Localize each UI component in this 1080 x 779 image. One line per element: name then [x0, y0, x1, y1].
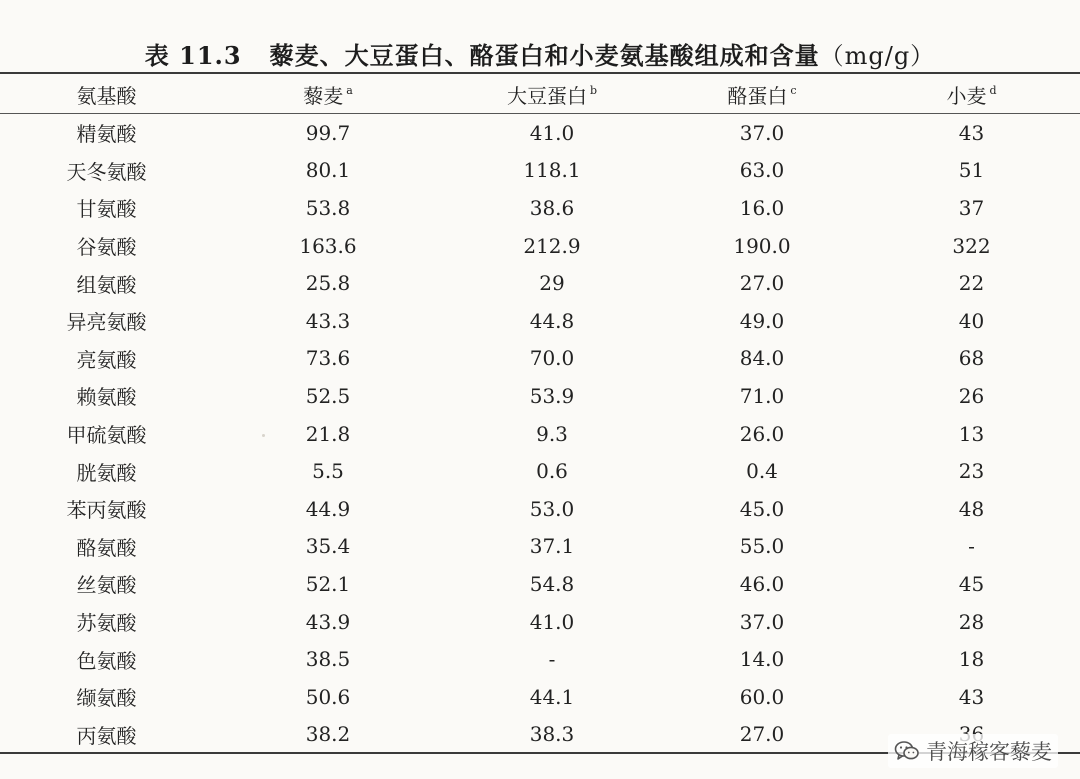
amino-acid-name: 谷氨酸 — [76, 235, 137, 260]
table-cell: 63.0 — [739, 158, 785, 183]
table-cell: 48 — [958, 496, 985, 521]
table-cell: 53.0 — [529, 496, 575, 521]
table-cell: 26.0 — [739, 421, 785, 446]
table-row — [0, 264, 1080, 302]
table-cell: 52.1 — [305, 571, 351, 596]
table-cell: 13 — [958, 421, 985, 446]
table-cell: 53.9 — [529, 383, 575, 408]
wechat-icon — [894, 740, 920, 762]
table-cell: 25.8 — [305, 271, 351, 296]
table-cell: 29 — [539, 271, 565, 296]
amino-acid-name: 精氨酸 — [76, 122, 137, 147]
table-cell: 45.0 — [739, 496, 785, 521]
table-cell: 84.0 — [739, 346, 785, 371]
table-cell: 54.8 — [529, 571, 575, 596]
table-cell: 35.4 — [305, 534, 351, 559]
table-cell: 37.0 — [739, 609, 785, 634]
table-cell: 43 — [958, 120, 985, 145]
table-row — [0, 490, 1080, 528]
table-number: 表 11.3 — [144, 41, 242, 70]
table-cell: 71.0 — [739, 383, 785, 408]
table-cell: 21.8 — [305, 421, 351, 446]
table-cell: 49.0 — [739, 308, 785, 333]
table-row — [0, 189, 1080, 227]
table-cell: 27.0 — [739, 271, 785, 296]
table-cell: 27.0 — [739, 722, 785, 747]
header-footnote-mark: c — [790, 83, 797, 97]
amino-acid-name: 苯丙氨酸 — [66, 498, 147, 523]
table-cell: 73.6 — [305, 346, 351, 371]
header-label: 藜麦 — [303, 83, 344, 108]
table-cell: 5.5 — [312, 459, 344, 484]
watermark-text: 青海稼客藜麦 — [926, 740, 1052, 764]
table-cell: 23 — [958, 459, 985, 484]
table-cell: 43.3 — [305, 308, 351, 333]
table-cell: 9.3 — [536, 421, 568, 446]
table-cell: 38.3 — [529, 722, 575, 747]
top-rule — [0, 72, 1080, 74]
amino-acid-name: 色氨酸 — [76, 648, 137, 673]
table-row — [0, 227, 1080, 265]
table-cell: 212.9 — [523, 233, 581, 258]
header-footnote-mark: d — [989, 83, 997, 97]
amino-acid-name: 甘氨酸 — [76, 197, 137, 222]
amino-acid-name: 胱氨酸 — [76, 460, 137, 485]
table-cell: 46.0 — [739, 571, 785, 596]
header-label: 小麦 — [946, 83, 987, 108]
watermark — [888, 734, 1058, 768]
amino-acid-name: 酪氨酸 — [76, 535, 137, 560]
table-cell: 45 — [958, 571, 985, 596]
amino-acid-name: 甲硫氨酸 — [66, 423, 147, 448]
table-body — [0, 114, 1080, 753]
table-unit: （mg/g） — [819, 42, 936, 70]
table-cell: 51 — [958, 158, 985, 183]
amino-acid-name: 天冬氨酸 — [66, 159, 147, 184]
table-cell: 37.0 — [739, 120, 785, 145]
table-caption: 藜麦、大豆蛋白、酪蛋白和小麦氨基酸组成和含量 — [269, 41, 820, 70]
table-row — [0, 377, 1080, 415]
table-cell: 163.6 — [299, 233, 357, 258]
amino-acid-name: 苏氨酸 — [76, 611, 137, 636]
table-cell: 38.5 — [305, 647, 351, 672]
table-cell: 70.0 — [529, 346, 575, 371]
table-cell: 38.6 — [529, 195, 575, 220]
table-cell: 16.0 — [739, 195, 785, 220]
table-row — [0, 640, 1080, 678]
table-cell: 0.4 — [746, 459, 778, 484]
table-row — [0, 340, 1080, 378]
table-cell: 80.1 — [305, 158, 351, 183]
table-cell: - — [548, 647, 556, 672]
amino-acid-name: 组氨酸 — [76, 272, 137, 297]
amino-acid-name: 缬氨酸 — [76, 686, 137, 711]
table-row — [0, 678, 1080, 716]
table-cell: 14.0 — [739, 647, 785, 672]
table-row — [0, 603, 1080, 641]
table-row — [0, 452, 1080, 490]
header-label: 酪蛋白 — [727, 83, 788, 108]
header-cell — [443, 80, 661, 109]
table-cell: 18 — [958, 647, 985, 672]
table-cell: 26 — [958, 383, 985, 408]
table-cell: 322 — [952, 233, 991, 258]
header-cell — [661, 80, 863, 109]
table-cell: 22 — [958, 271, 985, 296]
table-cell: 53.8 — [305, 195, 351, 220]
table-cell: 55.0 — [739, 534, 785, 559]
table-cell: 99.7 — [305, 120, 351, 145]
table-row — [0, 528, 1080, 566]
table-cell: 41.0 — [529, 120, 575, 145]
table-cell: 44.8 — [529, 308, 575, 333]
paper-speck — [262, 434, 265, 437]
table-cell: 43.9 — [305, 609, 351, 634]
table-cell: 44.1 — [529, 684, 575, 709]
header-label: 氨基酸 — [76, 83, 137, 108]
table-cell: 43 — [958, 684, 985, 709]
table-cell: 40 — [958, 308, 985, 333]
header-footnote-mark: a — [346, 83, 353, 97]
header-cell — [213, 80, 443, 109]
table-cell: 38.2 — [305, 722, 351, 747]
table-cell: 190.0 — [733, 233, 791, 258]
table-row — [0, 415, 1080, 453]
table-title — [0, 36, 1080, 71]
amino-acid-name: 赖氨酸 — [76, 385, 137, 410]
table-cell: 118.1 — [523, 158, 581, 183]
header-cell — [863, 80, 1080, 109]
amino-acid-name: 异亮氨酸 — [66, 310, 147, 335]
amino-acid-name: 丙氨酸 — [76, 723, 137, 748]
table-cell: - — [968, 534, 975, 559]
amino-acid-name: 丝氨酸 — [76, 573, 137, 598]
table-row — [0, 565, 1080, 603]
table-cell: 50.6 — [305, 684, 351, 709]
table-row — [0, 152, 1080, 190]
table-cell: 37 — [958, 195, 985, 220]
table-cell: 37.1 — [529, 534, 575, 559]
table-cell: 28 — [958, 609, 985, 634]
header-footnote-mark: b — [589, 83, 598, 97]
table-cell: 60.0 — [739, 684, 785, 709]
header-cell — [0, 80, 213, 109]
table-row — [0, 114, 1080, 152]
table-cell: 52.5 — [305, 383, 351, 408]
amino-acid-name: 亮氨酸 — [76, 347, 137, 372]
table-cell: 68 — [958, 346, 985, 371]
table-cell: 0.6 — [536, 459, 568, 484]
table-cell: 41.0 — [529, 609, 575, 634]
table-cell: 44.9 — [305, 496, 351, 521]
header-label: 大豆蛋白 — [506, 83, 587, 108]
table-row — [0, 302, 1080, 340]
table-header — [0, 78, 1080, 110]
